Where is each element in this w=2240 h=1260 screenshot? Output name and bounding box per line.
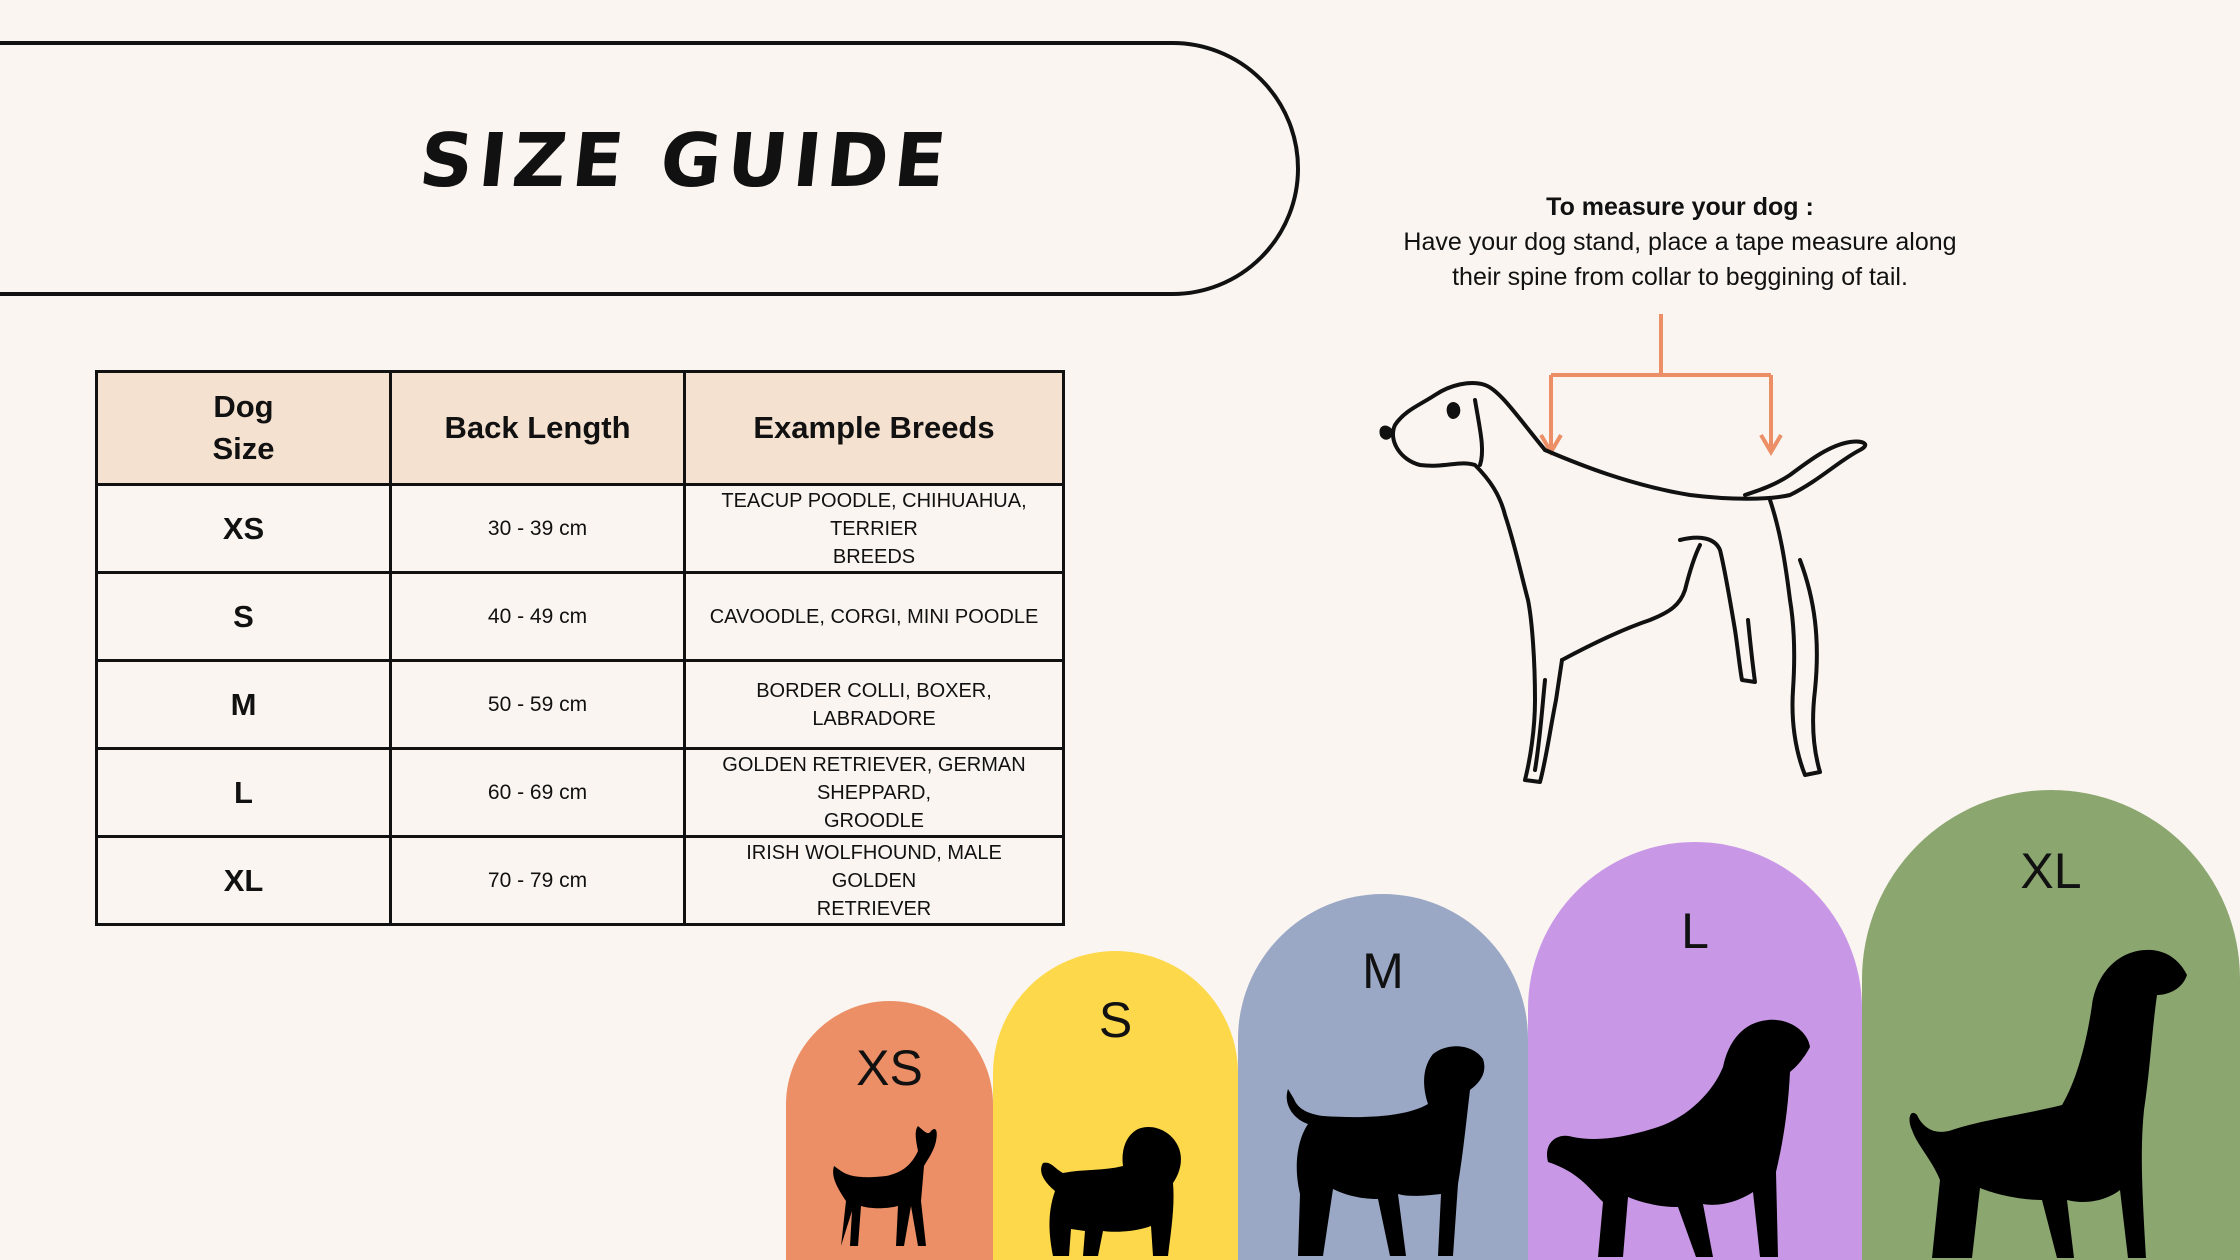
dog-silhouette-icon [993, 951, 1238, 1260]
row-length: 70 - 79 cm [391, 837, 685, 925]
arch-label: XS [856, 1040, 923, 1096]
instructions-line-2: their spine from collar to beggining of tail. [1452, 263, 1908, 291]
header-dog-size-line-2: Size [212, 431, 275, 466]
table-row [97, 485, 1064, 573]
dog-silhouette-icon [1862, 790, 2240, 1260]
row-breeds [685, 837, 1064, 925]
row-length: 60 - 69 cm [391, 749, 685, 837]
row-size: S [97, 573, 391, 661]
measure-arrow-icon [1541, 314, 1781, 452]
instructions-line-1: Have your dog stand, place a tape measure along [1403, 228, 1957, 256]
size-arch-m [1238, 894, 1528, 1260]
row-breeds-line-2: RETRIEVER [816, 897, 932, 920]
dog-silhouette-icon [786, 1001, 993, 1260]
header-example-breeds: Example Breeds [685, 372, 1064, 485]
row-size: M [97, 661, 391, 749]
size-arch-l [1528, 842, 1862, 1260]
row-length: 50 - 59 cm [391, 661, 685, 749]
dog-silhouette-icon [1238, 894, 1528, 1260]
page-title: SIZE GUIDE [415, 118, 956, 204]
header-dog-size-line-1: Dog [213, 389, 274, 424]
header-back-length: Back Length [391, 372, 685, 485]
row-breeds-line-1: TEACUP POODLE, CHIHUAHUA, TERRIER [721, 489, 1027, 540]
table-row [97, 837, 1064, 925]
row-length: 30 - 39 cm [391, 485, 685, 573]
arch-label: S [1098, 992, 1133, 1048]
table-row [97, 749, 1064, 837]
row-size: XL [97, 837, 391, 925]
instructions-heading: To measure your dog : [1546, 193, 1814, 221]
row-breeds [685, 573, 1064, 661]
row-breeds-line-1: BORDER COLLI, BOXER, LABRADORE [756, 679, 992, 730]
row-length: 40 - 49 cm [391, 573, 685, 661]
size-arch-xl [1862, 790, 2240, 1260]
row-breeds [685, 661, 1064, 749]
row-breeds-line-1: IRISH WOLFHOUND, MALE GOLDEN [746, 841, 1002, 892]
row-breeds [685, 485, 1064, 573]
row-breeds [685, 749, 1064, 837]
size-arch-xs [786, 1001, 993, 1260]
table-header-row [97, 372, 1064, 485]
row-size: L [97, 749, 391, 837]
arch-label: L [1681, 903, 1709, 959]
table-row [97, 573, 1064, 661]
row-breeds-line-1: GOLDEN RETRIEVER, GERMAN SHEPPARD, [722, 753, 1026, 804]
table-row [97, 661, 1064, 749]
size-table [95, 370, 1065, 926]
dog-outline-icon [1350, 300, 1910, 800]
row-breeds-line-1: CAVOODLE, CORGI, MINI POODLE [709, 605, 1039, 628]
row-breeds-line-2: GROODLE [823, 809, 925, 832]
size-arch-s [993, 951, 1238, 1260]
arch-label: M [1362, 943, 1404, 999]
header-dog-size [97, 372, 391, 485]
row-breeds-line-2: BREEDS [832, 545, 916, 568]
dog-silhouette-icon [1528, 842, 1862, 1260]
arch-label: XL [2020, 843, 2082, 899]
measure-instructions [1320, 190, 2040, 295]
row-size: XS [97, 485, 391, 573]
